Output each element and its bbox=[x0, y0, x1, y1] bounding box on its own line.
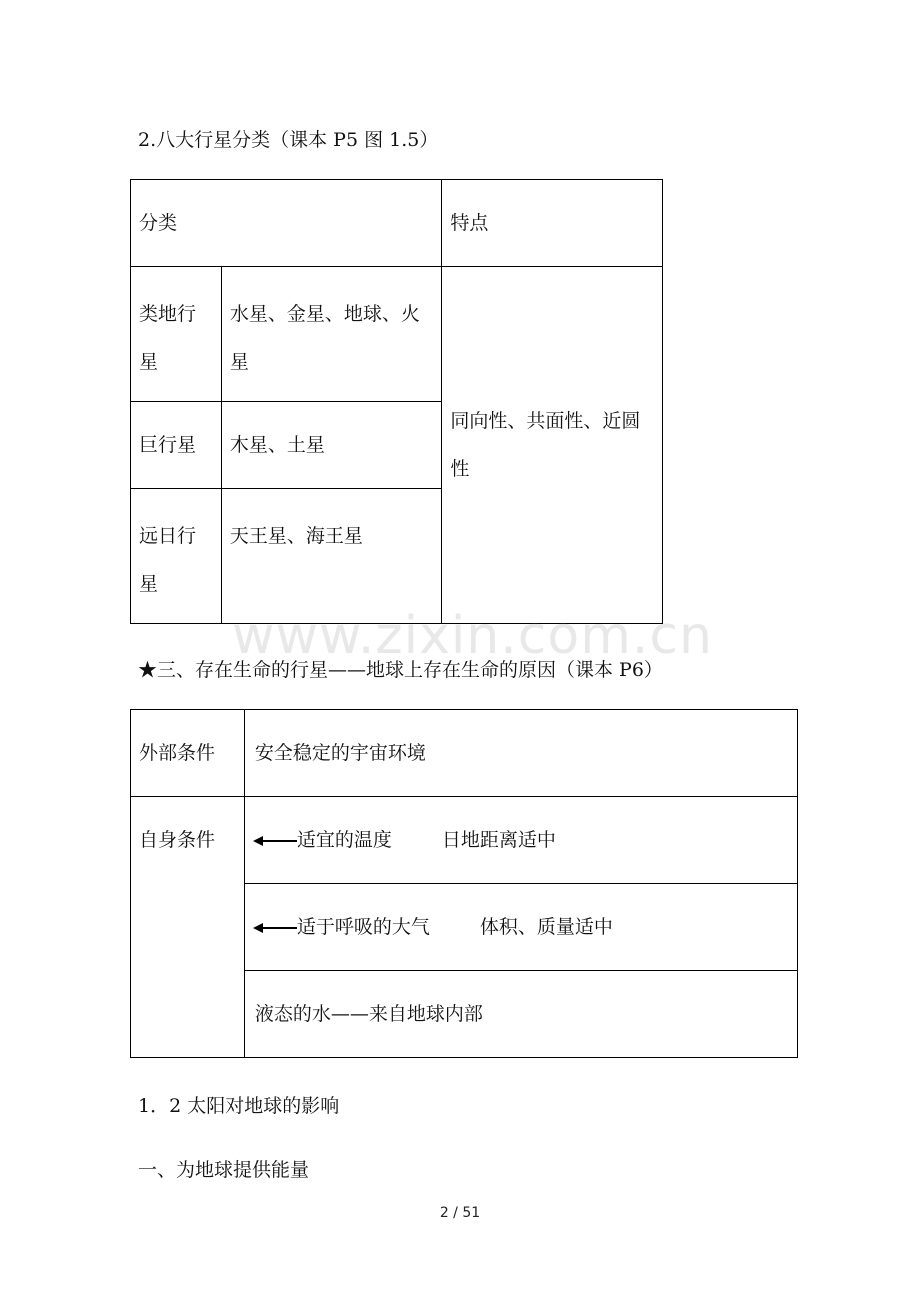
internal-condition-label: 自身条件 bbox=[131, 797, 245, 1058]
planet-list-cell: 木星、土星 bbox=[221, 402, 442, 489]
feature-cell: 同向性、共面性、近圆性 bbox=[442, 267, 663, 624]
life-conditions-table bbox=[130, 709, 798, 1058]
page-number: 2 / 51 bbox=[439, 1205, 481, 1221]
reason-text: 日地距离适中 bbox=[441, 829, 556, 851]
header-feature: 特点 bbox=[442, 180, 663, 267]
reason-text: 体积、质量适中 bbox=[479, 916, 613, 938]
section-title-life-conditions: ★三、存在生命的行星——地球上存在生命的原因（课本 P6） bbox=[138, 659, 663, 681]
condition-text: 适于呼吸的大气 bbox=[296, 916, 430, 938]
water-condition: 液态的水——来自地球内部 bbox=[244, 971, 797, 1058]
watermark: www.zixin.com.cn bbox=[232, 606, 713, 666]
planet-type-cell: 类地行星 bbox=[131, 267, 222, 402]
arrow-left-icon bbox=[255, 927, 297, 929]
section-title-energy: 一、为地球提供能量 bbox=[138, 1159, 310, 1181]
external-condition-label: 外部条件 bbox=[131, 710, 245, 797]
planet-list-cell: 天王星、海王星 bbox=[221, 489, 442, 624]
header-category: 分类 bbox=[131, 180, 442, 267]
planet-type-cell: 远日行星 bbox=[131, 489, 222, 624]
planet-classification-table bbox=[130, 179, 663, 624]
arrow-left-icon bbox=[255, 840, 297, 842]
external-condition-value: 安全稳定的宇宙环境 bbox=[244, 710, 797, 797]
condition-text: 适宜的温度 bbox=[296, 829, 392, 851]
planet-type-cell: 巨行星 bbox=[131, 402, 222, 489]
section-title-planet-classification: 2.八大行星分类（课本 P5 图 1.5） bbox=[138, 129, 439, 151]
planet-list-cell: 水星、金星、地球、火星 bbox=[221, 267, 442, 402]
condition-row bbox=[244, 884, 797, 971]
condition-row bbox=[244, 797, 797, 884]
section-title-sun-influence: 1．2 太阳对地球的影响 bbox=[138, 1095, 340, 1117]
